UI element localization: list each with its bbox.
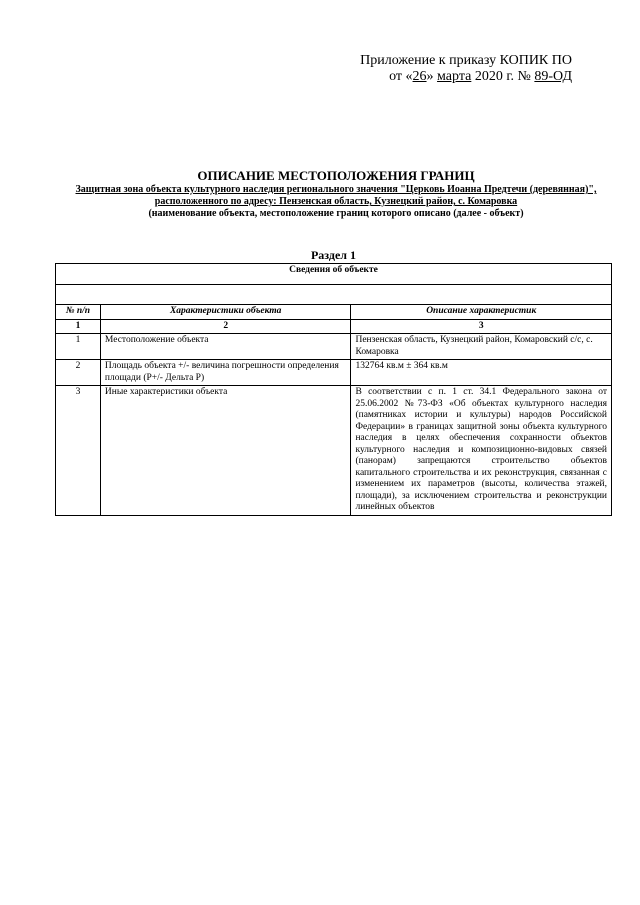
col-num-3: 3 xyxy=(351,319,612,334)
appendix-header xyxy=(360,53,572,85)
row-desc: 132764 кв.м ± 364 кв.м xyxy=(351,360,612,386)
title-block xyxy=(60,168,612,220)
table-header: Сведения об объекте xyxy=(56,264,612,285)
row-char: Местоположение объекта xyxy=(100,334,351,360)
document-title: ОПИСАНИЕ МЕСТОПОЛОЖЕНИЯ ГРАНИЦ xyxy=(197,168,475,183)
table-row xyxy=(56,386,612,516)
table-column-numbers xyxy=(56,319,612,334)
document-subnote: (наименование объекта, местоположение границ которого описано (далее - объект) xyxy=(148,208,524,219)
col-num-1: 1 xyxy=(56,319,101,334)
appendix-number: 89-ОД xyxy=(534,69,572,84)
row-desc: В соответствии с п. 1 ст. 34.1 Федерального закона от 25.06.2002 №73-ФЗ «Об объектах культурного наследия (памятниках истории и культуры) народов Российской Федерации» в границах защитной зоны объекта культурного наследия в целях обеспечения сохранности объектов культурного наследия и композиционно-видовых связей (панорам) запрещаются строительство объектов капитального строительства и их реконструкция, связанная с изменением их параметров (высоты, количества этажей, площади), за исключением строительства и реконструкции линейных объектов xyxy=(351,386,612,516)
table-row xyxy=(56,360,612,386)
appendix-month: марта xyxy=(437,69,472,84)
table-row xyxy=(56,334,612,360)
appendix-mid: » xyxy=(426,69,438,84)
col-desc-header: Описание характеристик xyxy=(351,305,612,320)
col-no-header: № п/п xyxy=(56,305,101,320)
row-no: 1 xyxy=(56,334,101,360)
document-subtitle: Защитная зона объекта культурного наследия регионального значения "Церковь Иоанна Предтечи (деревянная)", расположенного по адресу: Пензенская область, Кузнецкий район, с. Комаровка xyxy=(75,184,597,207)
row-no: 3 xyxy=(56,386,101,516)
col-num-2: 2 xyxy=(100,319,351,334)
row-desc: Пензенская область, Кузнецкий район, Комаровский с/с, с. Комаровка xyxy=(351,334,612,360)
section-title: Раздел 1 xyxy=(310,248,357,262)
row-char: Иные характеристики объекта xyxy=(100,386,351,516)
appendix-day: 26 xyxy=(412,69,427,84)
appendix-line1: Приложение к приказу КОПИК ПО xyxy=(360,53,572,68)
blank-cell xyxy=(56,285,612,305)
table-blank-row xyxy=(56,285,612,305)
table-column-headers xyxy=(56,305,612,320)
appendix-line2 xyxy=(360,69,572,85)
appendix-prefix: от « xyxy=(389,69,413,84)
col-char-header: Характеристики объекта xyxy=(100,305,351,320)
row-char: Площадь объекта +/- величина погрешности определения площади (Р+/- Дельта Р) xyxy=(100,360,351,386)
object-info-table xyxy=(55,263,612,516)
appendix-year: 2020 г. № xyxy=(471,69,535,84)
row-no: 2 xyxy=(56,360,101,386)
